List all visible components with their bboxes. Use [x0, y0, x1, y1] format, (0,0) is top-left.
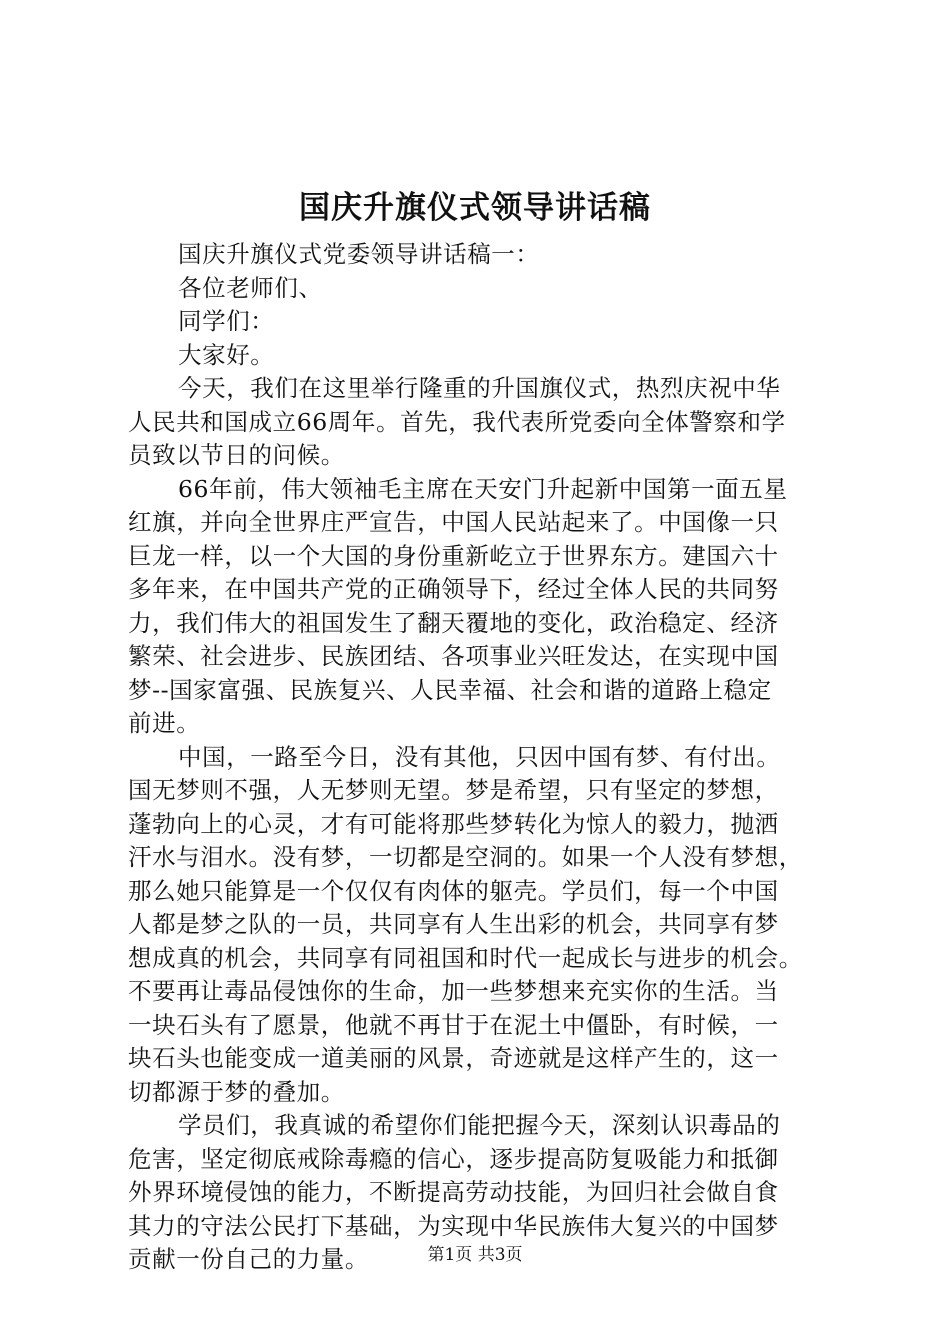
text-line: 一块石头有了愿景，他就不再甘于在泥土中僵卧，有时候，一: [128, 1010, 779, 1039]
text-line: 贡献一份自己的力量。: [128, 1245, 369, 1273]
document-title: 国庆升旗仪式领导讲话稿: [299, 190, 651, 226]
text-line: 其力的守法公民打下基础，为实现中华民族伟大复兴的中国梦: [128, 1211, 779, 1240]
text-line: 危害，坚定彻底戒除毒瘾的信心，逐步提高防复吸能力和抵御: [128, 1144, 779, 1173]
text-line: 前进。: [128, 709, 201, 737]
text-line: 巨龙一样，以一个大国的身份重新屹立于世界东方。建国六十: [128, 541, 779, 570]
text-line: 蓬勃向上的心灵，才有可能将那些梦转化为惊人的毅力，抛洒: [128, 809, 779, 838]
text-line: 块石头也能变成一道美丽的风景，奇迹就是这样产生的，这一: [128, 1044, 779, 1072]
text-line: 外界环境侵蚀的能力，不断提高劳动技能，为回归社会做自食: [128, 1178, 779, 1206]
text-line: 同学们：: [178, 307, 275, 335]
text-line: 员致以节日的问候。: [128, 441, 345, 469]
text-line: 大家好。: [178, 340, 275, 369]
text-line: 今天，我们在这里举行隆重的升国旗仪式，热烈庆祝中华: [178, 374, 781, 402]
text-line: 汗水与泪水。没有梦，一切都是空洞的。如果一个人没有梦想，: [128, 843, 803, 871]
text-line: 人民共和国成立66周年。首先，我代表所党委向全体警察和学: [128, 407, 786, 436]
text-line: 各位老师们、: [178, 273, 323, 302]
text-line: 学员们，我真诚的希望你们能把握今天，深刻认识毒品的: [178, 1111, 781, 1139]
text-line: 想成真的机会，共同享有同祖国和时代一起成长与进步的机会。: [128, 943, 803, 972]
text-line: 多年来，在中国共产党的正确领导下，经过全体人民的共同努: [128, 575, 779, 603]
text-line: 人都是梦之队的一员，共同享有人生出彩的机会，共同享有梦: [128, 910, 779, 938]
text-line: 66年前，伟大领袖毛主席在天安门升起新中国第一面五星: [178, 474, 788, 503]
text-line: 国庆升旗仪式党委领导讲话稿一：: [178, 240, 540, 268]
text-line: 切都源于梦的叠加。: [128, 1077, 345, 1106]
text-line: 梦--国家富强、民族复兴、人民幸福、社会和谐的道路上稳定: [128, 675, 772, 704]
document-body: [128, 238, 828, 1277]
text-line: 繁荣、社会进步、民族团结、各项事业兴旺发达，在实现中国: [128, 642, 779, 670]
text-line: 中国，一路至今日，没有其他，只因中国有梦、有付出。: [178, 742, 781, 771]
text-line: 红旗，并向全世界庄严宣告，中国人民站起来了。中国像一只: [128, 508, 779, 536]
text-line: 国无梦则不强，人无梦则无望。梦是希望，只有坚定的梦想，: [128, 776, 779, 804]
text-line: 力，我们伟大的祖国发生了翻天覆地的变化，政治稳定、经济: [128, 608, 779, 637]
page-footer: 第1页 共3页: [427, 1245, 523, 1265]
text-line: 那么她只能算是一个仅仅有肉体的躯壳。学员们，每一个中国: [128, 876, 779, 905]
text-line: 不要再让毒品侵蚀你的生命，加一些梦想来充实你的生活。当: [128, 977, 779, 1005]
